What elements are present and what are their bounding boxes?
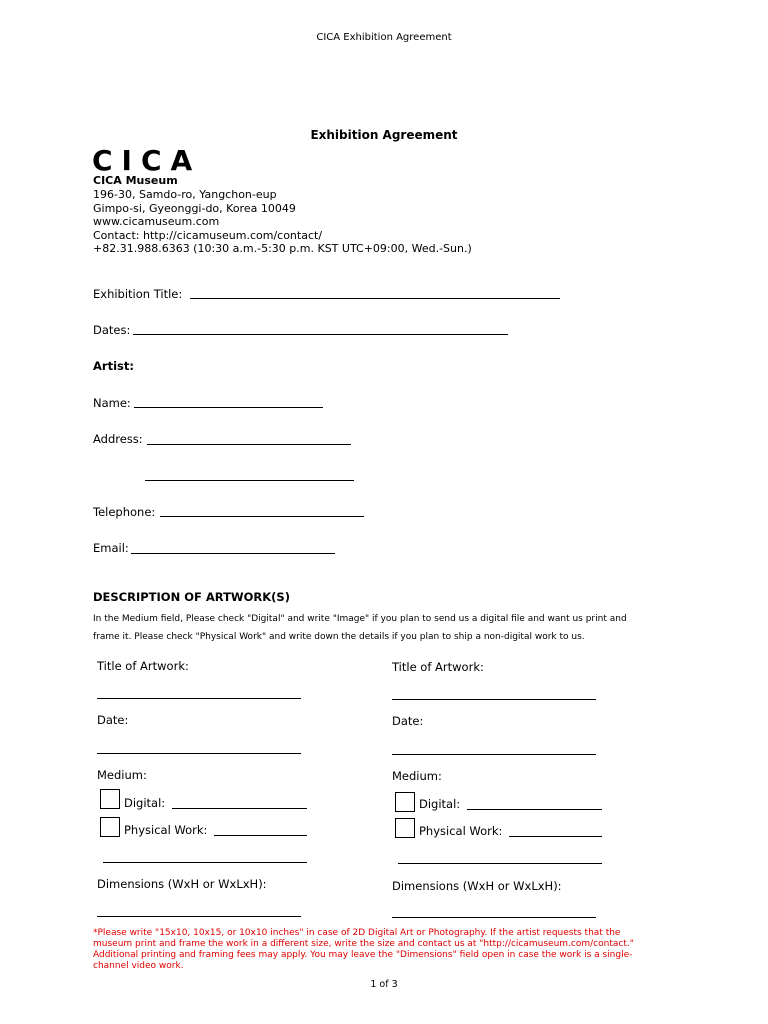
col1-date-field[interactable]: [97, 753, 301, 754]
col1-physical-field[interactable]: [214, 835, 307, 836]
phone-line: +82.31.988.6363 (10:30 a.m.-5:30 p.m. KST UTC+09:00, Wed.-Sun.): [93, 242, 472, 255]
col2-physical-details-field[interactable]: [398, 863, 602, 864]
col2-date-label: Date:: [392, 714, 424, 728]
col2-digital-field[interactable]: [467, 809, 602, 810]
name-field[interactable]: [134, 407, 323, 408]
col2-physical-checkbox[interactable]: [395, 818, 415, 838]
museum-address-block: [93, 188, 472, 256]
page-number: 1 of 3: [370, 979, 398, 990]
instructions-line-2: frame it. Please check "Physical Work" and write down the details if you plan to ship a non-digital work to us.: [93, 631, 585, 642]
artwork-instructions: [93, 611, 693, 646]
contact-link[interactable]: Contact: http://cicamuseum.com/contact/: [93, 228, 323, 242]
name-label: Name:: [93, 396, 131, 410]
website-link[interactable]: www.cicamuseum.com: [93, 215, 220, 228]
address-field-2[interactable]: [145, 480, 354, 481]
col1-digital-label: Digital:: [124, 796, 166, 810]
running-header: CICA Exhibition Agreement: [316, 32, 452, 43]
dates-field[interactable]: [133, 334, 508, 335]
address-line-1: 196-30, Samdo-ro, Yangchon-eup: [93, 188, 277, 201]
dimensions-footnote: *Please write "15x10, 10x15, or 10x10 inches" in case of 2D Digital Art or Photography. If the artist requests that the museum print and frame the work in a different size, write the size and contact us at "http://cicamuseum.com/contact." Additional printing and framing fees may apply. You may leave the "Dimensions" field open in case the work is a single-channel video work.: [93, 928, 634, 971]
col1-digital-field[interactable]: [172, 808, 307, 809]
col2-medium-label: Medium:: [392, 769, 442, 783]
address-field-1[interactable]: [147, 444, 351, 445]
email-label: Email:: [93, 541, 129, 555]
col1-physical-label: Physical Work:: [124, 823, 208, 837]
col1-title-field[interactable]: [97, 698, 301, 699]
col1-physical-checkbox[interactable]: [100, 817, 120, 837]
exhibition-title-field[interactable]: [190, 298, 560, 299]
dates-label: Dates:: [93, 323, 131, 337]
email-field[interactable]: [131, 553, 335, 554]
museum-name: CICA Museum: [93, 174, 178, 187]
artwork-section-heading: DESCRIPTION OF ARTWORK(S): [93, 590, 290, 604]
document-title: Exhibition Agreement: [310, 128, 458, 142]
col1-medium-label: Medium:: [97, 768, 147, 782]
col2-physical-field[interactable]: [509, 836, 602, 837]
col2-date-field[interactable]: [392, 754, 596, 755]
telephone-label: Telephone:: [93, 505, 156, 519]
col2-title-label: Title of Artwork:: [392, 660, 484, 674]
col1-physical-details-field[interactable]: [103, 862, 307, 863]
col1-dimensions-label: Dimensions (WxH or WxLxH):: [97, 877, 267, 891]
col1-date-label: Date:: [97, 713, 129, 727]
col2-physical-label: Physical Work:: [419, 824, 503, 838]
col2-title-field[interactable]: [392, 699, 596, 700]
col2-digital-checkbox[interactable]: [395, 792, 415, 812]
artist-heading: Artist:: [93, 359, 134, 373]
col1-digital-checkbox[interactable]: [100, 789, 120, 809]
address-line-2: Gimpo-si, Gyeonggi-do, Korea 10049: [93, 201, 296, 215]
address-label: Address:: [93, 432, 143, 446]
cica-logo: CICA: [92, 144, 202, 177]
col1-title-label: Title of Artwork:: [97, 659, 189, 673]
col1-dimensions-field[interactable]: [97, 916, 301, 917]
col2-dimensions-field[interactable]: [392, 917, 596, 918]
col2-digital-label: Digital:: [419, 797, 461, 811]
col2-dimensions-label: Dimensions (WxH or WxLxH):: [392, 879, 562, 893]
instructions-line-1: In the Medium field, Please check "Digital" and write "Image" if you plan to send us a digital file and want us print and: [93, 614, 627, 624]
exhibition-title-label: Exhibition Title:: [93, 287, 183, 301]
telephone-field[interactable]: [160, 516, 364, 517]
